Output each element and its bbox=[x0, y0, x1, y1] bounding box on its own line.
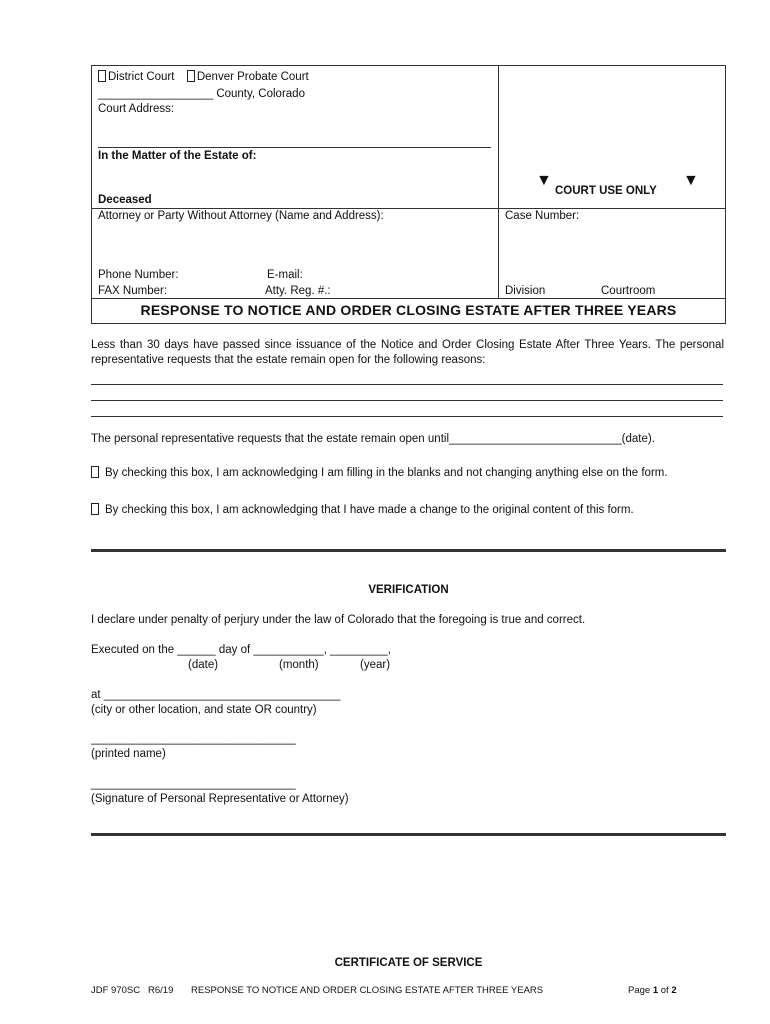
footer-page-indicator bbox=[628, 985, 677, 996]
certificate-heading: CERTIFICATE OF SERVICE bbox=[334, 957, 483, 969]
case-number-label: Case Number: bbox=[505, 210, 580, 222]
caption-row-divider bbox=[91, 208, 726, 209]
courtroom-label: Courtroom bbox=[601, 285, 656, 297]
district-court-label: District Court bbox=[108, 71, 175, 83]
checkbox-row-change bbox=[91, 503, 634, 516]
change-label: By checking this box, I am acknowledging that I have made a change to the original content of this form. bbox=[105, 504, 634, 516]
down-arrow-icon: ▼ bbox=[536, 172, 552, 189]
location-label: (city or other location, and state OR country) bbox=[91, 704, 317, 716]
no-change-checkbox[interactable] bbox=[91, 466, 99, 478]
email-label: E-mail: bbox=[267, 269, 303, 281]
reason-line-1[interactable] bbox=[91, 384, 723, 385]
division-label: Division bbox=[505, 285, 546, 297]
section-divider bbox=[91, 833, 726, 836]
change-checkbox[interactable] bbox=[91, 503, 99, 515]
estate-name-line bbox=[98, 147, 491, 148]
matter-of-estate-label: In the Matter of the Estate of: bbox=[98, 150, 257, 162]
attorney-party-label: Attorney or Party Without Attorney (Name and Address): bbox=[98, 210, 384, 222]
page-number: 1 bbox=[652, 985, 659, 996]
section-divider bbox=[91, 549, 726, 552]
verification-heading: VERIFICATION bbox=[368, 584, 449, 596]
court-selection-line bbox=[98, 70, 309, 83]
checkbox-row-no-change bbox=[91, 466, 668, 479]
reason-line-2[interactable] bbox=[91, 400, 723, 401]
month-label: (month) bbox=[279, 659, 319, 671]
date-label: (date) bbox=[188, 659, 219, 671]
executed-on-line[interactable]: Executed on the ______ day of ___________, _________, bbox=[91, 644, 391, 656]
year-label: (year) bbox=[360, 659, 391, 671]
county-line[interactable]: __________________ County, Colorado bbox=[98, 88, 305, 100]
document-title: RESPONSE TO NOTICE AND ORDER CLOSING ESTATE AFTER THREE YEARS bbox=[140, 302, 677, 318]
no-change-label: By checking this box, I am acknowledging I am filling in the blanks and not changing anything else on the form. bbox=[105, 467, 668, 479]
atty-reg-label: Atty. Reg. #.: bbox=[265, 285, 331, 297]
page-of: of bbox=[658, 985, 672, 996]
footer-form-title: RESPONSE TO NOTICE AND ORDER CLOSING ESTATE AFTER THREE YEARS bbox=[191, 985, 544, 996]
footer-form-id: JDF 970SC R6/19 bbox=[91, 985, 174, 996]
district-court-checkbox[interactable] bbox=[98, 70, 106, 82]
page-total: 2 bbox=[671, 985, 677, 996]
deceased-label: Deceased bbox=[98, 194, 152, 206]
location-line[interactable]: at _____________________________________ bbox=[91, 689, 341, 701]
signature-label: (Signature of Personal Representative or Attorney) bbox=[91, 793, 349, 805]
fax-label: FAX Number: bbox=[98, 285, 168, 297]
denver-probate-court-checkbox[interactable] bbox=[187, 70, 195, 82]
caption-table bbox=[91, 65, 726, 299]
denver-probate-court-label: Denver Probate Court bbox=[196, 71, 309, 83]
declaration-text: I declare under penalty of perjury under the law of Colorado that the foregoing is true and correct. bbox=[91, 614, 586, 626]
printed-name-label: (printed name) bbox=[91, 748, 166, 760]
printed-name-line[interactable]: ________________________________ bbox=[91, 733, 296, 745]
court-use-only-label: COURT USE ONLY bbox=[555, 185, 657, 197]
intro-paragraph: Less than 30 days have passed since issuance of the Notice and Order Closing Estate After Three Years. The personal representative requests that the estate remain open for the following reasons: bbox=[91, 339, 724, 366]
reason-line-3[interactable] bbox=[91, 416, 723, 417]
phone-label: Phone Number: bbox=[98, 269, 179, 281]
page-prefix: Page bbox=[628, 985, 653, 996]
signature-line[interactable]: ________________________________ bbox=[91, 778, 296, 790]
caption-divider bbox=[498, 65, 499, 299]
down-arrow-icon: ▼ bbox=[683, 172, 699, 189]
court-address-label: Court Address: bbox=[98, 103, 175, 115]
remain-open-until: The personal representative requests that the estate remain open until___________________________(date). bbox=[91, 433, 655, 445]
